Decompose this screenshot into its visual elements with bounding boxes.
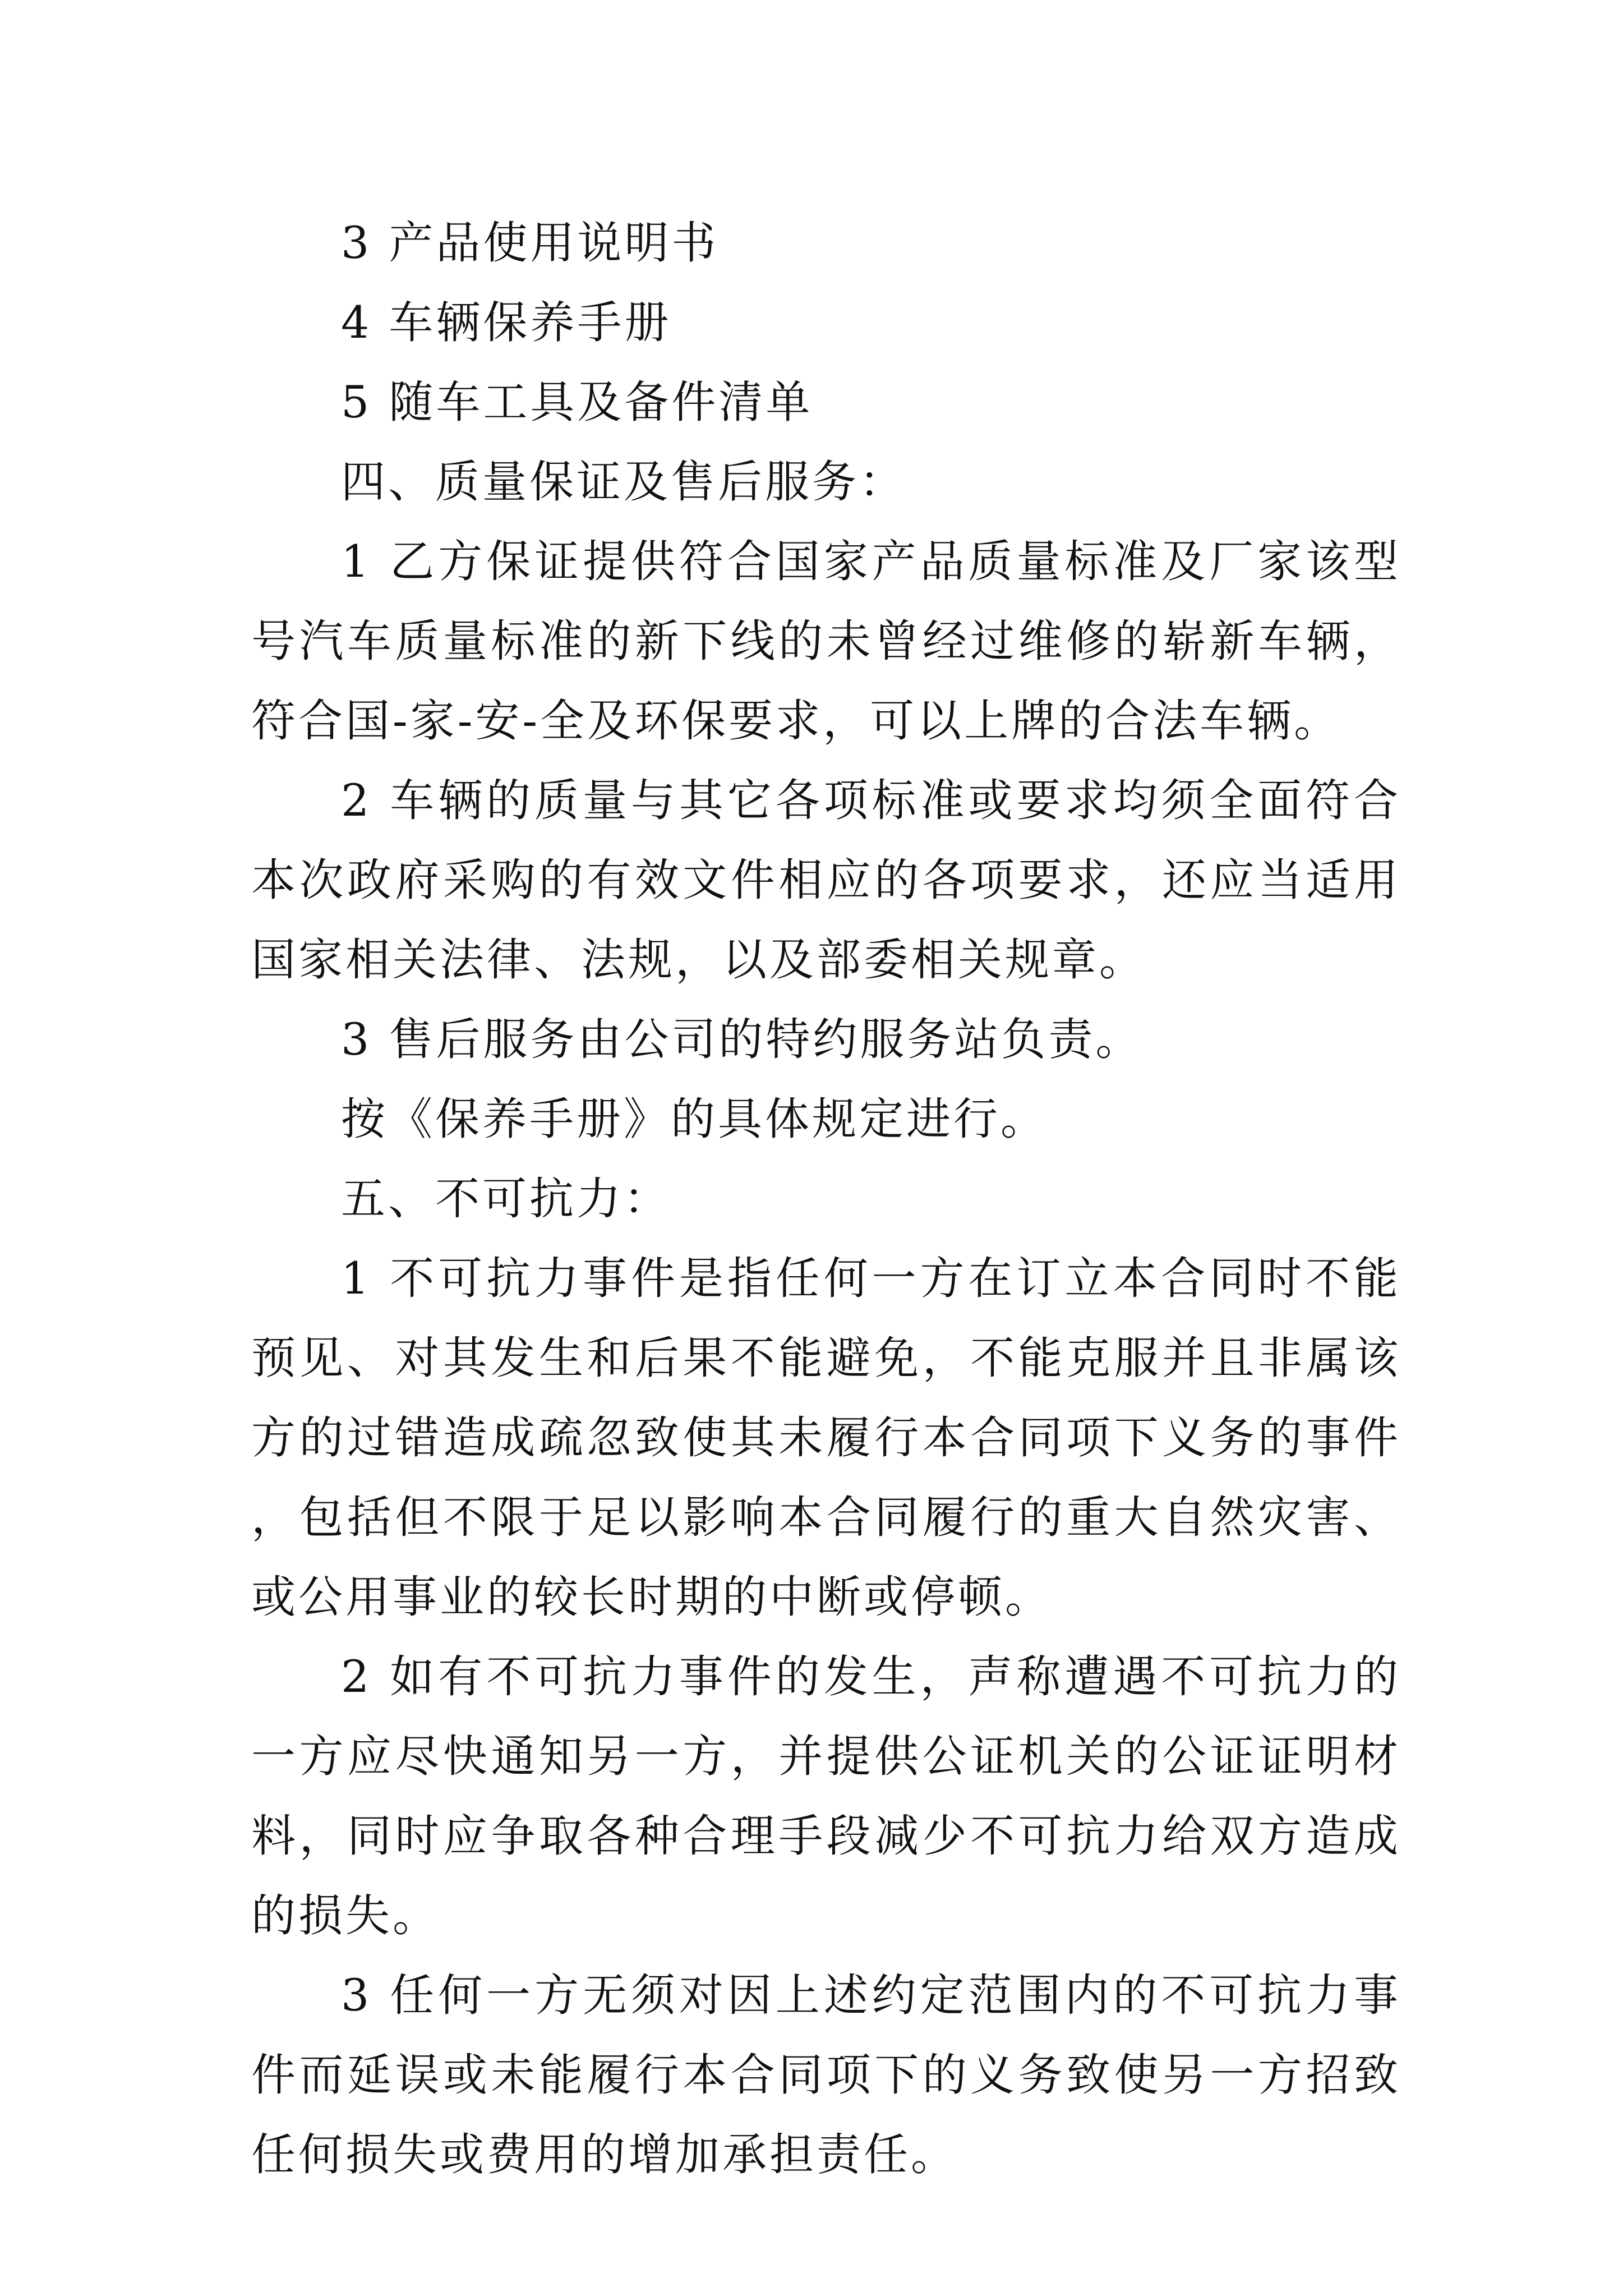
paragraph-maintenance-note: 按《保养手册》的具体规定进行。: [341, 1093, 1048, 1145]
paragraph-item-5: 5 随车工具及备件清单: [341, 376, 813, 428]
section-heading-force-majeure: 五、不可抗力：: [341, 1173, 671, 1225]
paragraph-item-3: 3 产品使用说明书: [341, 217, 719, 269]
document-body: [251, 203, 1401, 2194]
paragraph-force-majeure-3: 3 任何一方无须对因上述约定范围内的不可抗力事件而延误或未能履行本合同项下的义务致使另一方招致任何损失或费用的增加承担责任。: [251, 1970, 1401, 2180]
paragraph-quality-1: 1 乙方保证提供符合国家产品质量标准及厂家该型号汽车质量标准的新下线的未曾经过维修的崭新车辆，符合国-家-安-全及环保要求，可以上牌的合法车辆。: [251, 536, 1401, 747]
paragraph-force-majeure-2: 2 如有不可抗力事件的发生，声称遭遇不可抗力的一方应尽快通知另一方，并提供公证机关的公证证明材料，同时应争取各种合理手段减少不可抗力给双方造成的损失。: [251, 1651, 1401, 1941]
paragraph-force-majeure-1: 1 不可抗力事件是指任何一方在订立本合同时不能预见、对其发生和后果不能避免，不能克服并且非属该方的过错造成疏忽致使其未履行本合同项下义务的事件，包括但不限于足以影响本合同履行的重大自然灾害、或公用事业的较长时期的中断或停顿。: [251, 1253, 1401, 1623]
paragraph-quality-3: 3 售后服务由公司的特约服务站负责。: [341, 1014, 1143, 1065]
paragraph-quality-2: 2 车辆的质量与其它各项标准或要求均须全面符合本次政府采购的有效文件相应的各项要求，还应当适用国家相关法律、法规，以及部委相关规章。: [251, 775, 1401, 986]
section-heading-quality: 四、质量保证及售后服务：: [341, 456, 906, 508]
paragraph-item-4: 4 车辆保养手册: [341, 297, 672, 348]
